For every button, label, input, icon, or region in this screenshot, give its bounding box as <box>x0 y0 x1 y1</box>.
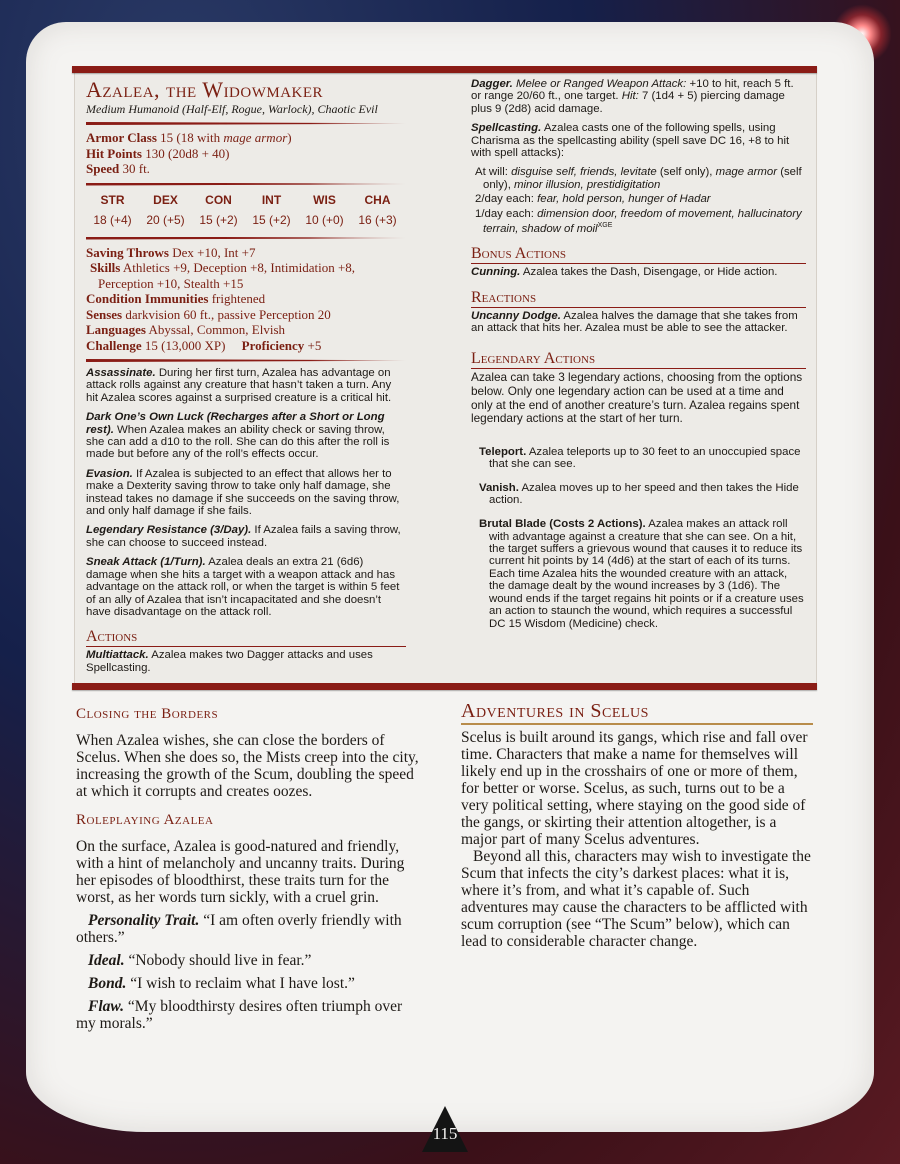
saving-throws: Saving Throws Dex +10, Int +7 <box>86 244 256 260</box>
flaw: Flaw. “My bloodthirsty desires often triumph over my morals.” <box>76 998 403 1032</box>
speed: Speed 30 ft. <box>86 161 150 176</box>
ability-cha: CHA 16 (+3) <box>358 192 397 227</box>
roleplaying-heading: Roleplaying Azalea <box>76 812 214 828</box>
legendary-teleport: Teleport. Azalea teleports up to 30 feet to an unoccupied space that she can see. <box>479 445 801 471</box>
legendary-actions-heading: Legendary Actions <box>471 350 806 369</box>
bond: Bond. “I wish to reclaim what I have lost.” <box>88 975 355 992</box>
roleplaying-text: On the surface, Azalea is good-natured and friendly, with a hint of melancholy and uncanny traits. During her episodes of bloodthirst, these traits turn for the worst, as her words turn sickly, with a cruel grin. <box>76 838 405 906</box>
ability-con: CON 15 (+2) <box>199 192 238 227</box>
adventures-paragraph-1: Scelus is built around its gangs, which rise and fall over time. Characters that make a name for themselves will likely end up in the crosshairs of one or more of them, for better or worse. Scelus, as such, turns out to be a very political setting, where staying on the good side of the gangs, or skirting their attention altogether, is a major part of many Scelus adventures. <box>461 729 808 848</box>
ability-scores <box>86 191 406 231</box>
senses: Senses darkvision 60 ft., passive Perception 20 <box>86 306 331 322</box>
closing-borders-text: When Azalea wishes, she can close the borders of Scelus. When she does so, the Mists creep into the city, increasing the growth of the Scum, doubling the speed at which it corrupts and creates oozes. <box>76 732 419 800</box>
action-multiattack: Multiattack. Azalea makes two Dagger attacks and uses Spellcasting. <box>86 649 373 674</box>
lower-right-column <box>461 699 813 950</box>
action-spellcasting: Spellcasting. Azalea casts one of the following spells, using Charisma as the spellcasting ability (spell save DC 16, +8 to hit with spell attacks): <box>471 122 790 160</box>
trait-sneak-attack: Sneak Attack (1/Turn). Azalea deals an extra 21 (6d6) damage when she hits a target with a weapon attack and has advantage on the attack roll, or when the target is within 5 feet of an ally of Azalea that isn’t incapacitated and she doesn’t have disadvantage on the attack roll. <box>86 556 400 618</box>
legendary-brutal-blade: Brutal Blade (Costs 2 Actions). Azalea makes an attack roll with advantage against a creature that she can see. On a hit, the target suffers a grievous wound that causes it to reduce its current hit points by 14 (4d6) at the start of each of its turns. Each time Azalea hits the wounded creature with an attack, the damage dealt by the wound increases by 3 (1d6). The wound ends if the target regains hit points or if a creature uses an action to staunch the wound, which requires a successful DC 15 Wisdom (Medicine) check. <box>479 518 804 630</box>
divider <box>86 359 406 362</box>
adventures-heading: Adventures in Scelus <box>461 699 813 725</box>
personality-trait: Personality Trait. “I am often overly friendly with others.” <box>76 912 402 946</box>
spells-at-will: At will: disguise self, friends, levitate (self only), mage armor (self only), minor illusion, prestidigitation <box>475 166 802 191</box>
stat-block-right-column <box>471 78 806 641</box>
creature-name: Azalea, the Widowmaker <box>86 77 324 102</box>
hit-points: Hit Points 130 (20d8 + 40) <box>86 145 230 161</box>
bonus-cunning: Cunning. Azalea takes the Dash, Disengage, or Hide action. <box>471 266 778 279</box>
languages: Languages Abyssal, Common, Elvish <box>86 322 286 337</box>
trait-assassinate: Assassinate. During her first turn, Azalea has advantage on attack rolls against any creature that hasn’t taken a turn. Any hit Azalea scores against a surprised creature is a critical hit. <box>86 367 392 404</box>
ideal: Ideal. “Nobody should live in fear.” <box>88 952 312 969</box>
trait-dark-ones-luck: Dark One’s Own Luck (Recharges after a Short or Long rest). When Azalea makes an ability check or saving throw, she can add a d10 to the roll. She can do this after the roll is made but before any of the roll’s effects occur. <box>86 411 390 461</box>
divider <box>86 183 406 186</box>
actions-heading: Actions <box>86 628 406 647</box>
ability-dex: DEX 20 (+5) <box>146 192 185 227</box>
divider <box>86 122 406 125</box>
stat-block-top-bar <box>72 66 817 73</box>
legendary-vanish: Vanish. Azalea moves up to her speed and then takes the Hide action. <box>479 482 799 507</box>
adventures-paragraph-2: Beyond all this, characters may wish to investigate the Scum that infects the city’s darkest places: what it is, where it’s from, and what it’s capable of. Such adventures may cause the characters to be afflicted with scum corruption (see “The Scum” below), which can lead to considerable character change. <box>461 848 811 950</box>
ability-str: STR 18 (+4) <box>93 192 132 227</box>
spells-two-per-day: 2/day each: fear, hold person, hunger of Hadar <box>475 193 711 206</box>
legendary-intro: Azalea can take 3 legendary actions, choosing from the options below. Only one legendary action can be used at a time and only at the end of another creature’s turn. Azalea regains spent legendary actions at the start of her turn. <box>471 370 803 426</box>
challenge: Challenge 15 (13,000 XP) Proficiency +5 <box>86 337 322 353</box>
condition-immunities: Condition Immunities frightened <box>86 291 266 306</box>
lower-left-column <box>76 704 422 1038</box>
skills: Skills Athletics +9, Deception +8, Intimidation +8, Perception +10, Stealth +15 <box>90 260 356 291</box>
bonus-actions-heading: Bonus Actions <box>471 245 806 264</box>
reactions-heading: Reactions <box>471 289 806 308</box>
ability-wis: WIS 10 (+0) <box>305 192 344 227</box>
trait-legendary-resistance: Legendary Resistance (3/Day). If Azalea fails a saving throw, she can choose to succeed instead. <box>86 524 401 549</box>
trait-evasion: Evasion. If Azalea is subjected to an effect that allows her to make a Dexterity saving throw to take only half damage, she instead takes no damage if she succeeds on the saving throw, and only half damage if she fails. <box>86 467 400 518</box>
creature-type: Medium Humanoid (Half-Elf, Rogue, Warlock), Chaotic Evil <box>86 102 378 116</box>
reaction-uncanny-dodge: Uncanny Dodge. Azalea halves the damage that she takes from an attack that hits her. Azalea must be able to see the attacker. <box>471 309 798 335</box>
closing-borders-heading: Closing the Borders <box>76 706 219 722</box>
stat-block-left-column <box>86 78 406 681</box>
action-dagger: Dagger. Melee or Ranged Weapon Attack: +10 to hit, reach 5 ft. or range 20/60 ft., one target. Hit: 7 (1d4 + 5) piercing damage plus 9 (2d8) acid damage. <box>471 78 794 115</box>
ability-int: INT 15 (+2) <box>252 192 291 227</box>
divider <box>86 237 406 240</box>
armor-class: Armor Class 15 (18 with mage armor) <box>86 130 292 145</box>
spells-one-per-day: 1/day each: dimension door, freedom of movement, hallucinatory terrain, shadow of moil$^{XGE}$ <box>475 207 802 235</box>
stat-block-bottom-bar <box>72 683 817 690</box>
page-number: 115 <box>432 1124 458 1143</box>
